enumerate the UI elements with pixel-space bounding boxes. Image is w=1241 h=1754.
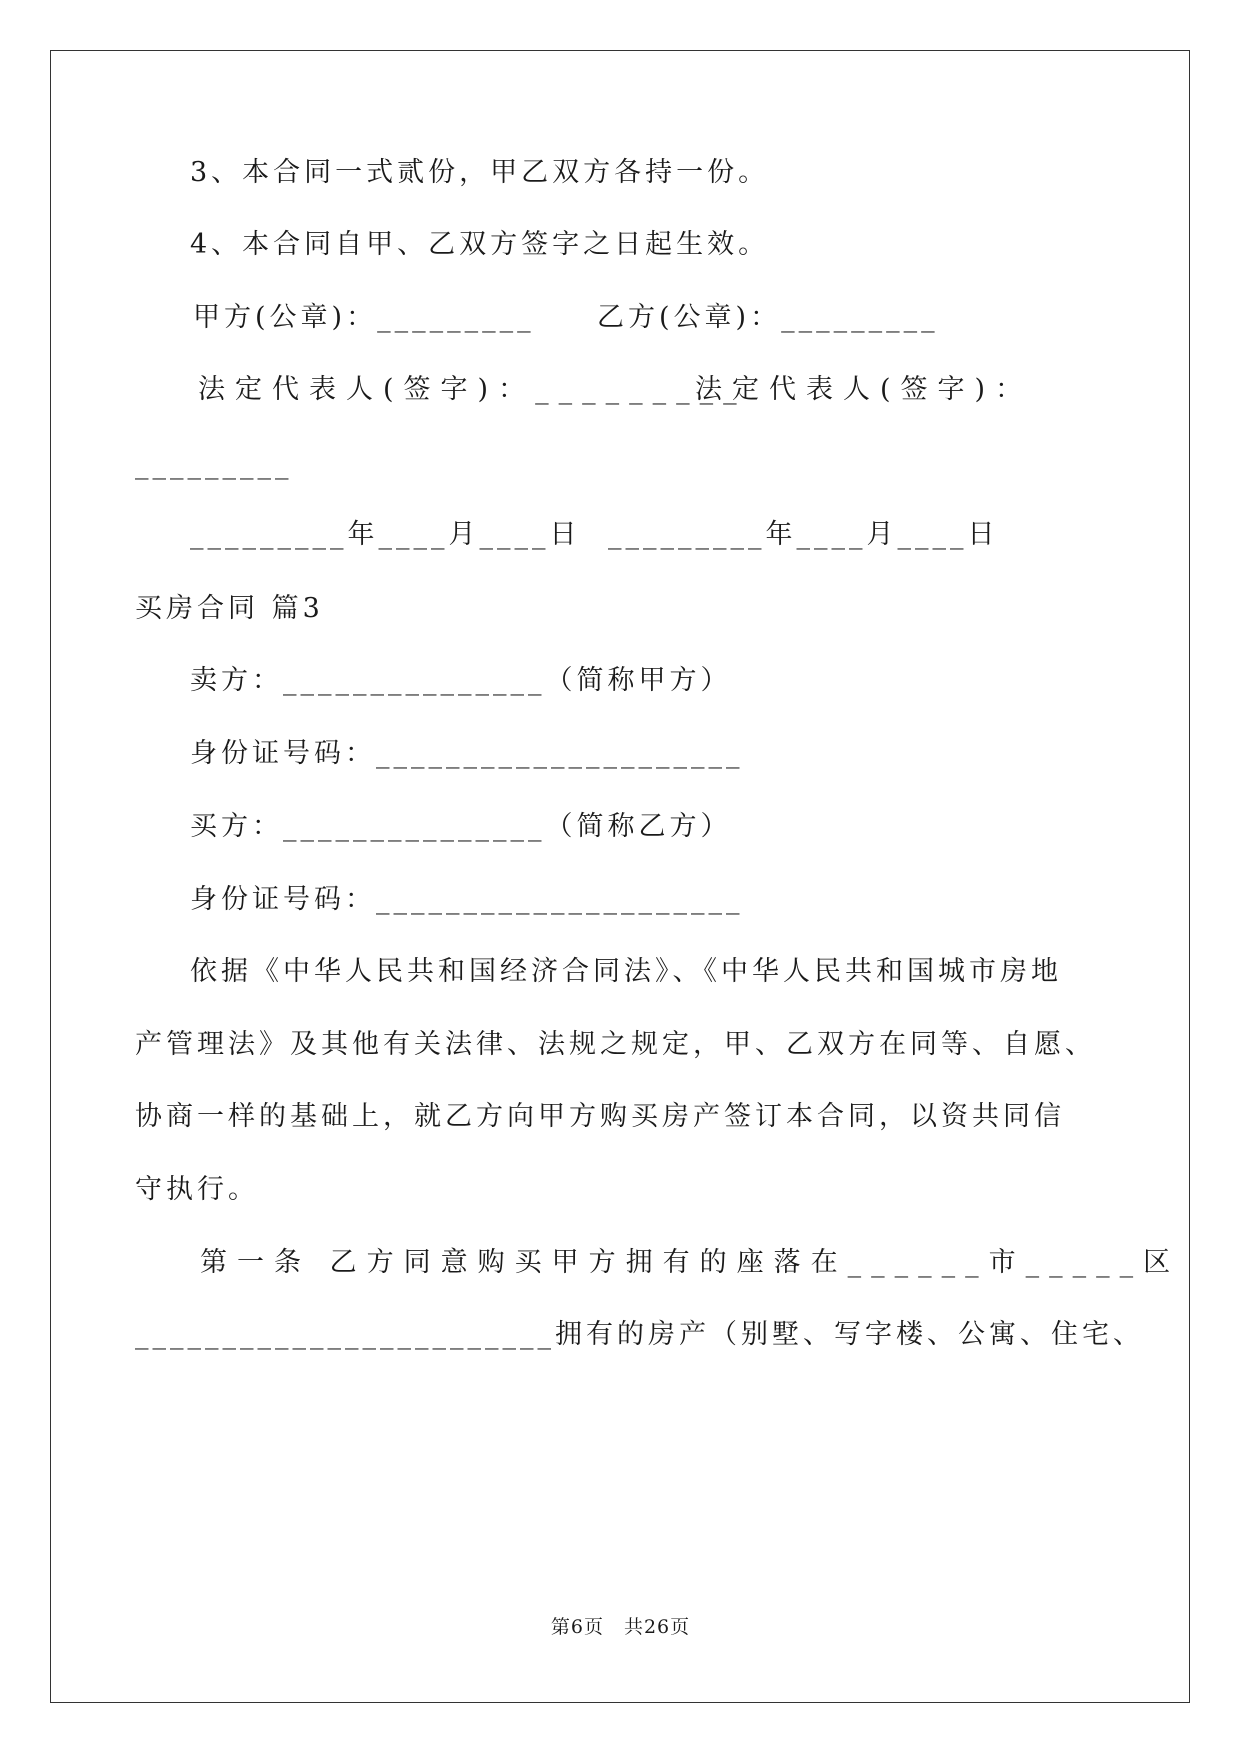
page-border xyxy=(50,50,1190,1703)
paragraph-line-4: 守执行。 xyxy=(135,1174,259,1205)
legal-rep-a: 法定代表人(签字)：_________ xyxy=(198,374,747,405)
buyer-line: 买方：_______________（简称乙方） xyxy=(190,811,732,842)
party-a-seal: 甲方(公章)：_________ xyxy=(193,302,535,333)
legal-rep-b: 法定代表人(签字)： xyxy=(695,374,1033,405)
clause-4: 4、本合同自甲、乙双方签字之日起生效。 xyxy=(190,229,770,260)
paragraph-line-2: 产管理法》及其他有关法律、法规之规定，甲、乙双方在同等、自愿、 xyxy=(135,1029,1096,1060)
buyer-id-line: 身份证号码：_____________________ xyxy=(190,884,744,915)
date-a: _________年____月____日 xyxy=(190,519,581,550)
section-title: 买房合同 篇3 xyxy=(135,593,324,624)
seller-id-line: 身份证号码：_____________________ xyxy=(190,738,744,769)
page-number-footer: 第6页 共26页 xyxy=(550,1616,691,1638)
paragraph-line-3: 协商一样的基础上，就乙方向甲方购买房产签订本合同，以资共同信 xyxy=(135,1101,1065,1132)
seller-line: 卖方：_______________（简称甲方） xyxy=(190,665,732,696)
clause-3: 3、本合同一式贰份，甲乙双方各持一份。 xyxy=(190,157,770,188)
paragraph-line-1: 依据《中华人民共和国经济合同法》、《中华人民共和国城市房地 xyxy=(190,956,1062,987)
article-1-line-1: 第一条 乙方同意购买甲方拥有的座落在______市_____区 xyxy=(200,1247,1181,1278)
date-b: _________年____月____日 xyxy=(608,519,999,550)
legal-rep-b-blank: _________ xyxy=(135,449,293,480)
article-1-line-2: ________________________拥有的房产（别墅、写字楼、公寓、住宅、 xyxy=(135,1319,1144,1350)
party-b-seal: 乙方(公章)：_________ xyxy=(597,302,939,333)
